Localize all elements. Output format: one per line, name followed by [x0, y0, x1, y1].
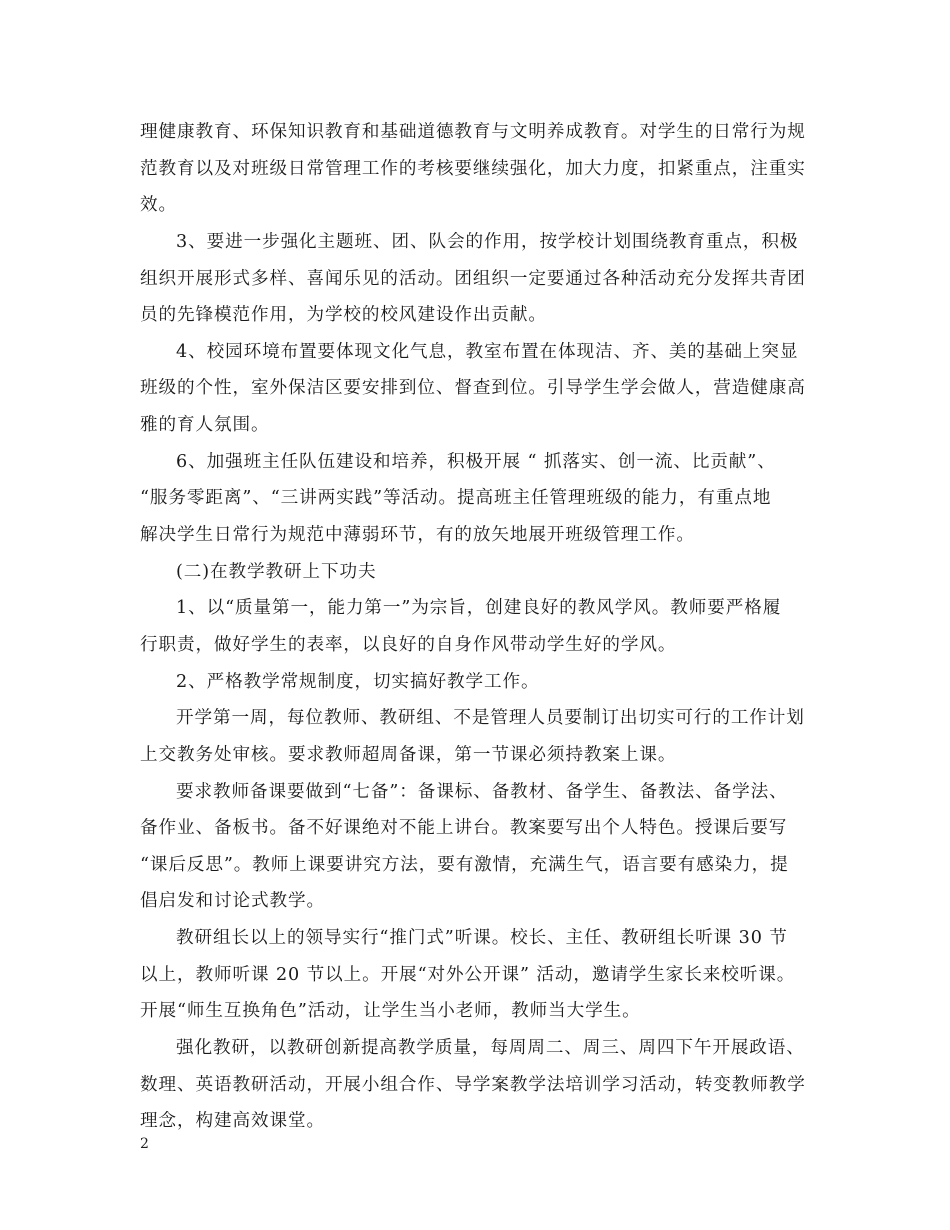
- text-line: 组织开展形式多样、喜闻乐见的活动。团组织一定要通过各种活动充分发挥共青团: [140, 269, 806, 289]
- text-line: 3、要进一步强化主题班、团、队会的作用，按学校计划围绕教育重点，积极: [176, 232, 799, 252]
- text-line: 上交教务处审核。要求教师超周备课，第一节课必须持教案上课。: [140, 745, 677, 765]
- text-line: 备作业、备板书。备不好课绝对不能上讲台。教案要写出个人特色。授课后要写: [140, 818, 788, 838]
- text-line: 强化教研，以教研创新提高教学质量，每周周二、周三、周四下午开展政语、: [176, 1038, 805, 1058]
- text-line: 开学第一周，每位教师、教研组、不是管理人员要制订出切实可行的工作计划: [176, 708, 805, 728]
- text-line: 倡启发和讨论式教学。: [140, 891, 325, 911]
- page-number: 2: [140, 1136, 149, 1152]
- text-line: 数理、英语教研活动，开展小组合作、导学案教学法培训学习活动，转变教师教学: [140, 1075, 806, 1095]
- text-line: 班级的个性，室外保洁区要安排到位、督查到位。引导学生学会做人，营造健康高: [140, 378, 806, 398]
- text-line: 解决学生日常行为规范中薄弱环节，有的放矢地展开班级管理工作。: [140, 525, 695, 545]
- text-line: 雅的育人氛围。: [140, 415, 270, 435]
- text-line: 开展“师生互换角色”活动，让学生当小老师，教师当大学生。: [140, 1001, 641, 1021]
- text-line: 1、以“质量第一，能力第一”为宗旨，创建良好的教风学风。教师要严格履: [176, 598, 782, 618]
- text-line: 2、严格教学常规制度，切实搞好教学工作。: [176, 672, 540, 692]
- text-line: “课后反思”。教师上课要讲究方法，要有激情，充满生气，语言要有感染力，提: [140, 855, 789, 875]
- text-line: 行职责，做好学生的表率，以良好的自身作风带动学生好的学风。: [140, 635, 677, 655]
- text-line: 要求教师备课要做到“七备”：备课标、备教材、备学生、备教法、备学法、: [176, 782, 788, 802]
- text-line: 理健康教育、环保知识教育和基础道德教育与文明养成教育。对学生的日常行为规: [140, 122, 806, 142]
- text-line: 效。: [140, 195, 177, 215]
- text-line: 理念，构建高效课堂。: [140, 1111, 325, 1131]
- text-line: 教研组长以上的领导实行“推门式”听课。校长、主任、教研组长听课 30 节: [176, 928, 788, 948]
- text-line: 范教育以及对班级日常管理工作的考核要继续强化，加大力度，扣紧重点，注重实: [140, 159, 806, 179]
- text-line: 6、加强班主任队伍建设和培养，积极开展 “ 抓落实、创一流、比贡献”、: [176, 452, 776, 472]
- section-heading: (二)在教学教研上下功夫: [176, 562, 377, 582]
- text-line: 员的先锋模范作用，为学校的校风建设作出贡献。: [140, 305, 547, 325]
- text-line: 以上，教师听课 20 节以上。开展“对外公开课” 活动，邀请学生家长来校听课。: [140, 965, 796, 985]
- text-line: “服务零距离”、“三讲两实践”等活动。提高班主任管理班级的能力，有重点地: [140, 488, 772, 508]
- text-line: 4、校园环境布置要体现文化气息，教室布置在体现洁、齐、美的基础上突显: [176, 342, 799, 362]
